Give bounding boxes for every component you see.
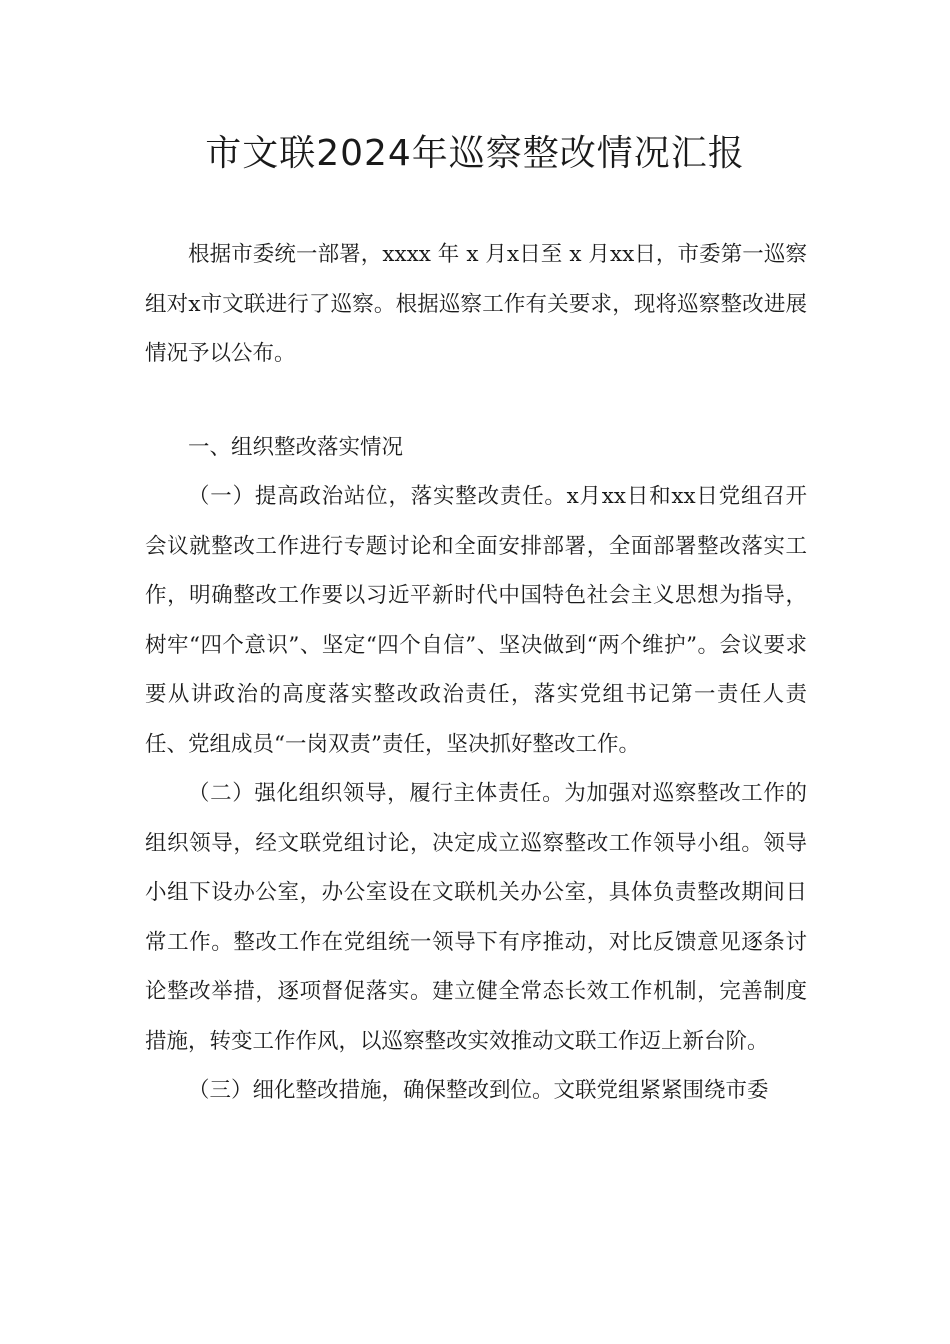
document-title: 市文联2024年巡察整改情况汇报 — [205, 133, 745, 174]
intro-paragraph: 根据市委统一部署，xxxx 年 x 月x日至 x 月xx日，市委第一巡察组对x市文联进行了巡察。根据巡察工作有关要求，现将巡察整改进展情况予以公布。 — [145, 242, 807, 366]
section-heading: 一、组织整改落实情况 — [188, 434, 404, 460]
paragraph-1: （一）提高政治站位，落实整改责任。x月xx日和xx日党组召开会议就整改工作进行专题讨论和全面安排部署，全面部署整改落实工作，明确整改工作要以习近平新时代中国特色社会主义思想为指导，树牢“四个意识”、坚定“四个自信”、坚决做到“两个维护”。会议要求要从讲政治的高度落实整改政治责任，落实党组书记第一责任人责任、党组成员“一岗双责”责任，坚决抓好整改工作。 — [145, 484, 807, 757]
paragraph-2: （二）强化组织领导，履行主体责任。为加强对巡察整改工作的组织领导，经文联党组讨论，决定成立巡察整改工作领导小组。领导小组下设办公室，办公室设在文联机关办公室，具体负责整改期间日常工作。整改工作在党组统一领导下有序推动，对比反馈意见逐条讨论整改举措，逐项督促落实。建立健全常态长效工作机制，完善制度措施，转变工作作风，以巡察整改实效推动文联工作迈上新台阶。 — [145, 781, 807, 1054]
section-spacer — [145, 379, 807, 423]
document-body — [145, 230, 807, 1116]
paragraph-3: （三）细化整改措施，确保整改到位。文联党组紧紧围绕市委 — [188, 1078, 769, 1103]
